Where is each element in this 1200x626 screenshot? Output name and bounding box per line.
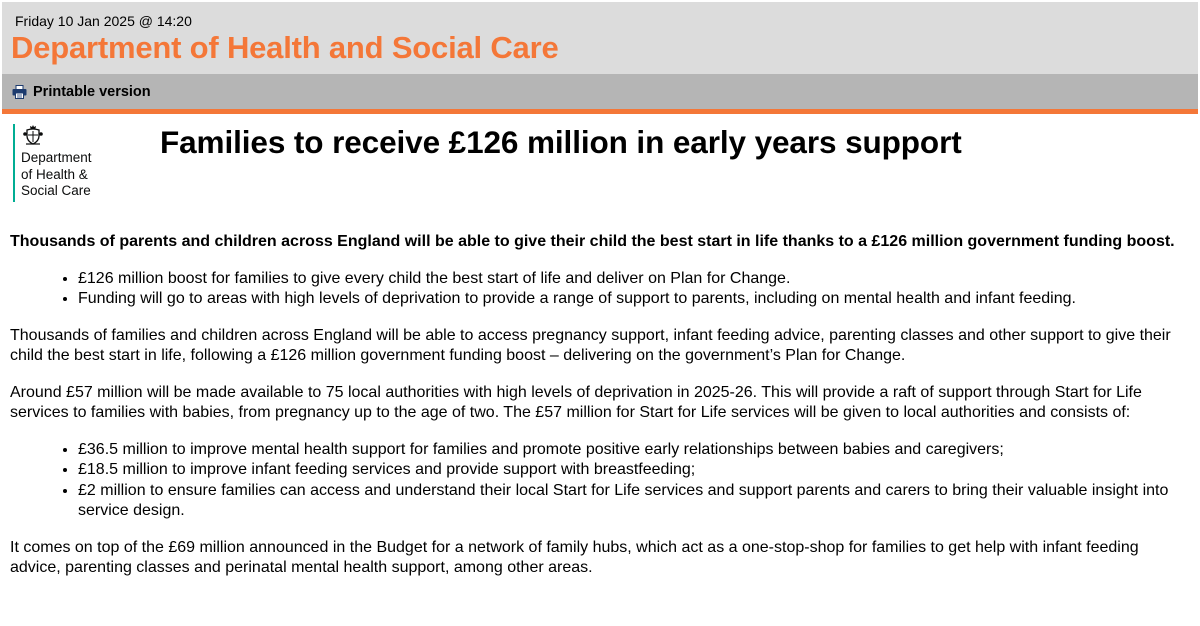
- department-name: Department of Health and Social Care: [11, 30, 559, 65]
- article-title: Families to receive £126 million in early years support: [160, 124, 962, 160]
- printer-icon[interactable]: [12, 85, 27, 99]
- list-item: • £36.5 million to improve mental health support for families and promote positive early relationships between babies and caregivers;: [78, 440, 1190, 461]
- logo-line: of Health &: [21, 166, 88, 182]
- logo-text: [21, 150, 108, 200]
- datetime: Friday 10 Jan 2025 @ 14:20: [15, 13, 192, 29]
- list-item: • £18.5 million to improve infant feeding services and provide support with breastfeeding;: [78, 460, 1190, 481]
- site-header: [2, 2, 1198, 74]
- printable-version-link[interactable]: Printable version: [33, 83, 151, 100]
- paragraph: Thousands of families and children across England will be able to access pregnancy support, infant feeding advice, parenting classes and other support to give their child the best start in life, following a £126 million government funding boost – delivering on the government’s Plan for Change.: [10, 326, 1171, 364]
- funding-list: [10, 440, 1190, 522]
- list-item: • Funding will go to areas with high levels of deprivation to provide a range of support to parents, including on mental health and infant feeding.: [78, 289, 1190, 310]
- article-body: [10, 232, 1190, 595]
- list-item: • £2 million to ensure families can access and understand their local Start for Life services and support parents and carers to bring their valuable insight into service design.: [78, 481, 1190, 522]
- logo-line: Social Care: [21, 183, 91, 198]
- paragraph: It comes on top of the £69 million announced in the Budget for a network of family hubs, which act as a one-stop-shop for families to get help with infant feeding advice, parenting classes and perinatal mental health support, among other areas.: [10, 538, 1139, 576]
- royal-crest-icon: [22, 124, 44, 146]
- article-lead: Thousands of parents and children across England will be able to give their child the best start in life thanks to a £126 million government funding boost.: [10, 233, 1175, 250]
- paragraph: Around £57 million will be made available to 75 local authorities with high levels of deprivation in 2025-26. This will provide a raft of support through Start for Life services to families with babies, from pregnancy up to the age of two. The £57 million for Start for Life services will be given to local authorities and consists of:: [10, 383, 1142, 421]
- toolbar: [2, 74, 1198, 109]
- summary-list: [10, 269, 1190, 310]
- logo-line: Department: [21, 150, 92, 165]
- dhsc-logo: [13, 124, 108, 202]
- list-item: • £126 million boost for families to give every child the best start of life and deliver on Plan for Change.: [78, 269, 1190, 290]
- orange-divider: [2, 109, 1198, 114]
